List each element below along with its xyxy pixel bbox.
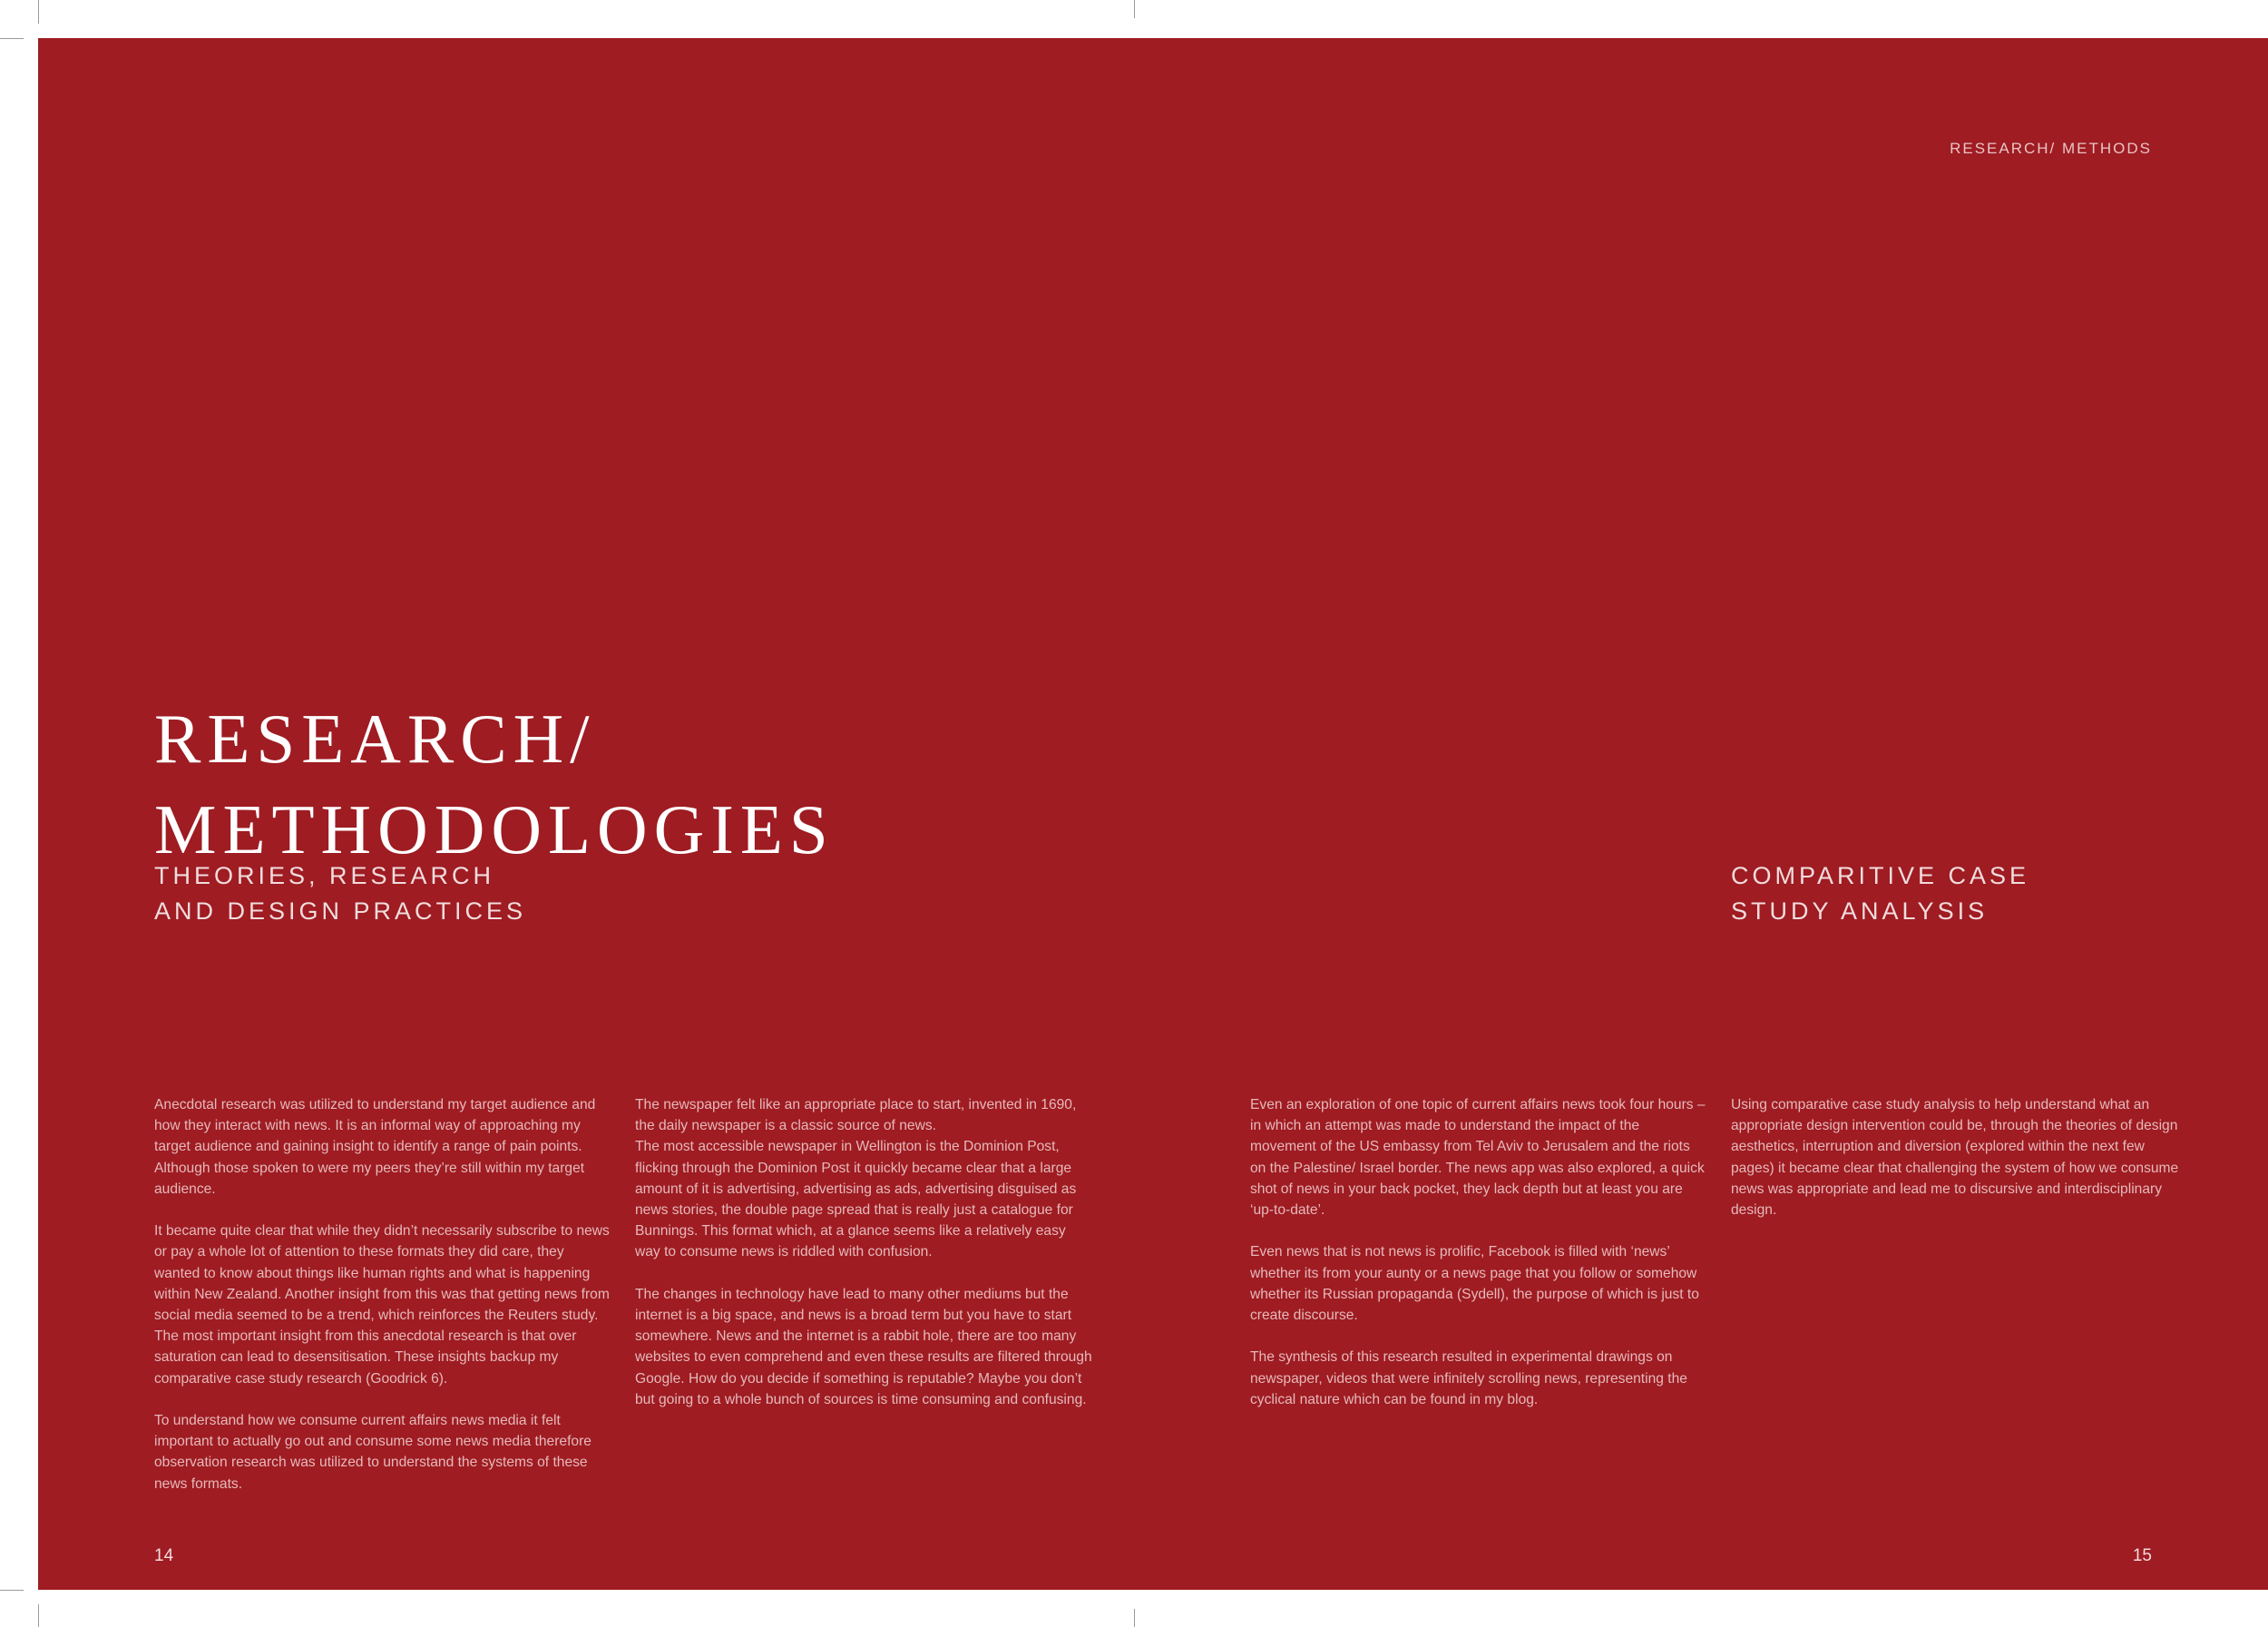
page-number-left: 14: [154, 1546, 174, 1565]
text-column-4: [1731, 1094, 2190, 1220]
subtitle-left-line-1: THEORIES, RESEARCH: [154, 862, 495, 889]
main-title: [154, 693, 835, 875]
text-column-3: [1250, 1094, 1709, 1410]
main-title-line-1: RESEARCH/: [154, 700, 596, 778]
paragraph: Even an exploration of one topic of current affairs news took four hours – in which an attempt was made to understand the impact of the movement of the US embassy from Tel Aviv to Jerusalem and the riots on the Palestine/ Israel border. The news app was also explored, a quick shot of news in your back pocket, they lack depth but at least you are ‘up-to-date’.: [1250, 1097, 1706, 1219]
paragraph: To understand how we consume current affairs news media it felt important to actually go out and consume some news media therefore observation research was utilized to understand the systems of these news formats.: [154, 1413, 591, 1492]
paragraph: The most accessible newspaper in Wellington is the Dominion Post, flicking through the Dominion Post it quickly became clear that a large amount of it is advertising, advertising as ads, advertising disguised as news stories, the double page spread that is really just a catalogue for Bunnings. This format which, at a glance seems like a relatively easy way to consume news is riddled with confusion.: [635, 1139, 1077, 1260]
crop-mark-bottom-center: [1134, 1609, 1135, 1627]
paragraph: Using comparative case study analysis to help understand what an appropriate design intervention could be, through the theories of design aesthetics, interruption and diversion (explored within the next few pages) it became clear that challenging the system of how we consume news was appropriate and lead me to discursive and interdisciplinary design.: [1731, 1097, 2179, 1219]
paragraph: It became quite clear that while they didn’t necessarily subscribe to news or pay a whole lot of attention to these formats they did care, they wanted to know about things like human rights and what is happening within New Zealand. Another insight from this was that getting news from social media seemed to be a trend, which reinforces the Reuters study. The most important insight from this anecdotal research is that over saturation can lead to desensitisation. These insights backup my comparative case study research (Goodrick 6).: [154, 1223, 610, 1387]
text-column-2: [635, 1094, 1094, 1410]
paragraph: Even news that is not news is prolific, Facebook is filled with ‘news’ whether its from your aunty or a news page that you follow or somehow whether its Russian propaganda (Sydell), the purpose of which is just to create discourse.: [1250, 1244, 1699, 1324]
main-title-line-2: METHODOLOGIES: [154, 790, 835, 868]
running-head: RESEARCH/ METHODS: [1950, 140, 2152, 157]
crop-mark-top-left-h: [0, 38, 24, 39]
subtitle-right-line-2: STUDY ANALYSIS: [1731, 897, 1989, 925]
subtitle-right-line-1: COMPARITIVE CASE: [1731, 862, 2030, 889]
crop-mark-top-center: [1134, 0, 1135, 18]
subtitle-left-line-2: AND DESIGN PRACTICES: [154, 897, 527, 925]
magazine-spread: [38, 38, 2268, 1590]
paragraph: The changes in technology have lead to many other mediums but the internet is a big space, and news is a broad term but you have to start somewhere. News and the internet is a rabbit hole, there are too many websites to even comprehend and even these results are filtered through Google. How do you decide if something is reputable? Maybe you don’t but going to a whole bunch of sources is time consuming and confusing.: [635, 1286, 1092, 1407]
paragraph: The synthesis of this research resulted in experimental drawings on newspaper, videos that were infinitely scrolling news, representing the cyclical nature which can be found in my blog.: [1250, 1349, 1687, 1407]
page-number-right: 15: [2132, 1546, 2152, 1565]
text-column-1: [154, 1094, 613, 1495]
crop-mark-bottom-left: [38, 1604, 39, 1627]
subtitle-left: [154, 858, 526, 929]
crop-mark-bottom-left-h: [0, 1590, 24, 1591]
paragraph: The newspaper felt like an appropriate place to start, invented in 1690, the daily newspaper is a classic source of news.: [635, 1097, 1077, 1134]
crop-mark-top-left: [38, 0, 39, 24]
paragraph: Anecdotal research was utilized to understand my target audience and how they interact with news. It is an informal way of approaching my target audience and gaining insight to identify a range of pain points. Although those spoken to were my peers they’re still within my target audience.: [154, 1097, 596, 1197]
subtitle-right: [1731, 858, 2029, 929]
